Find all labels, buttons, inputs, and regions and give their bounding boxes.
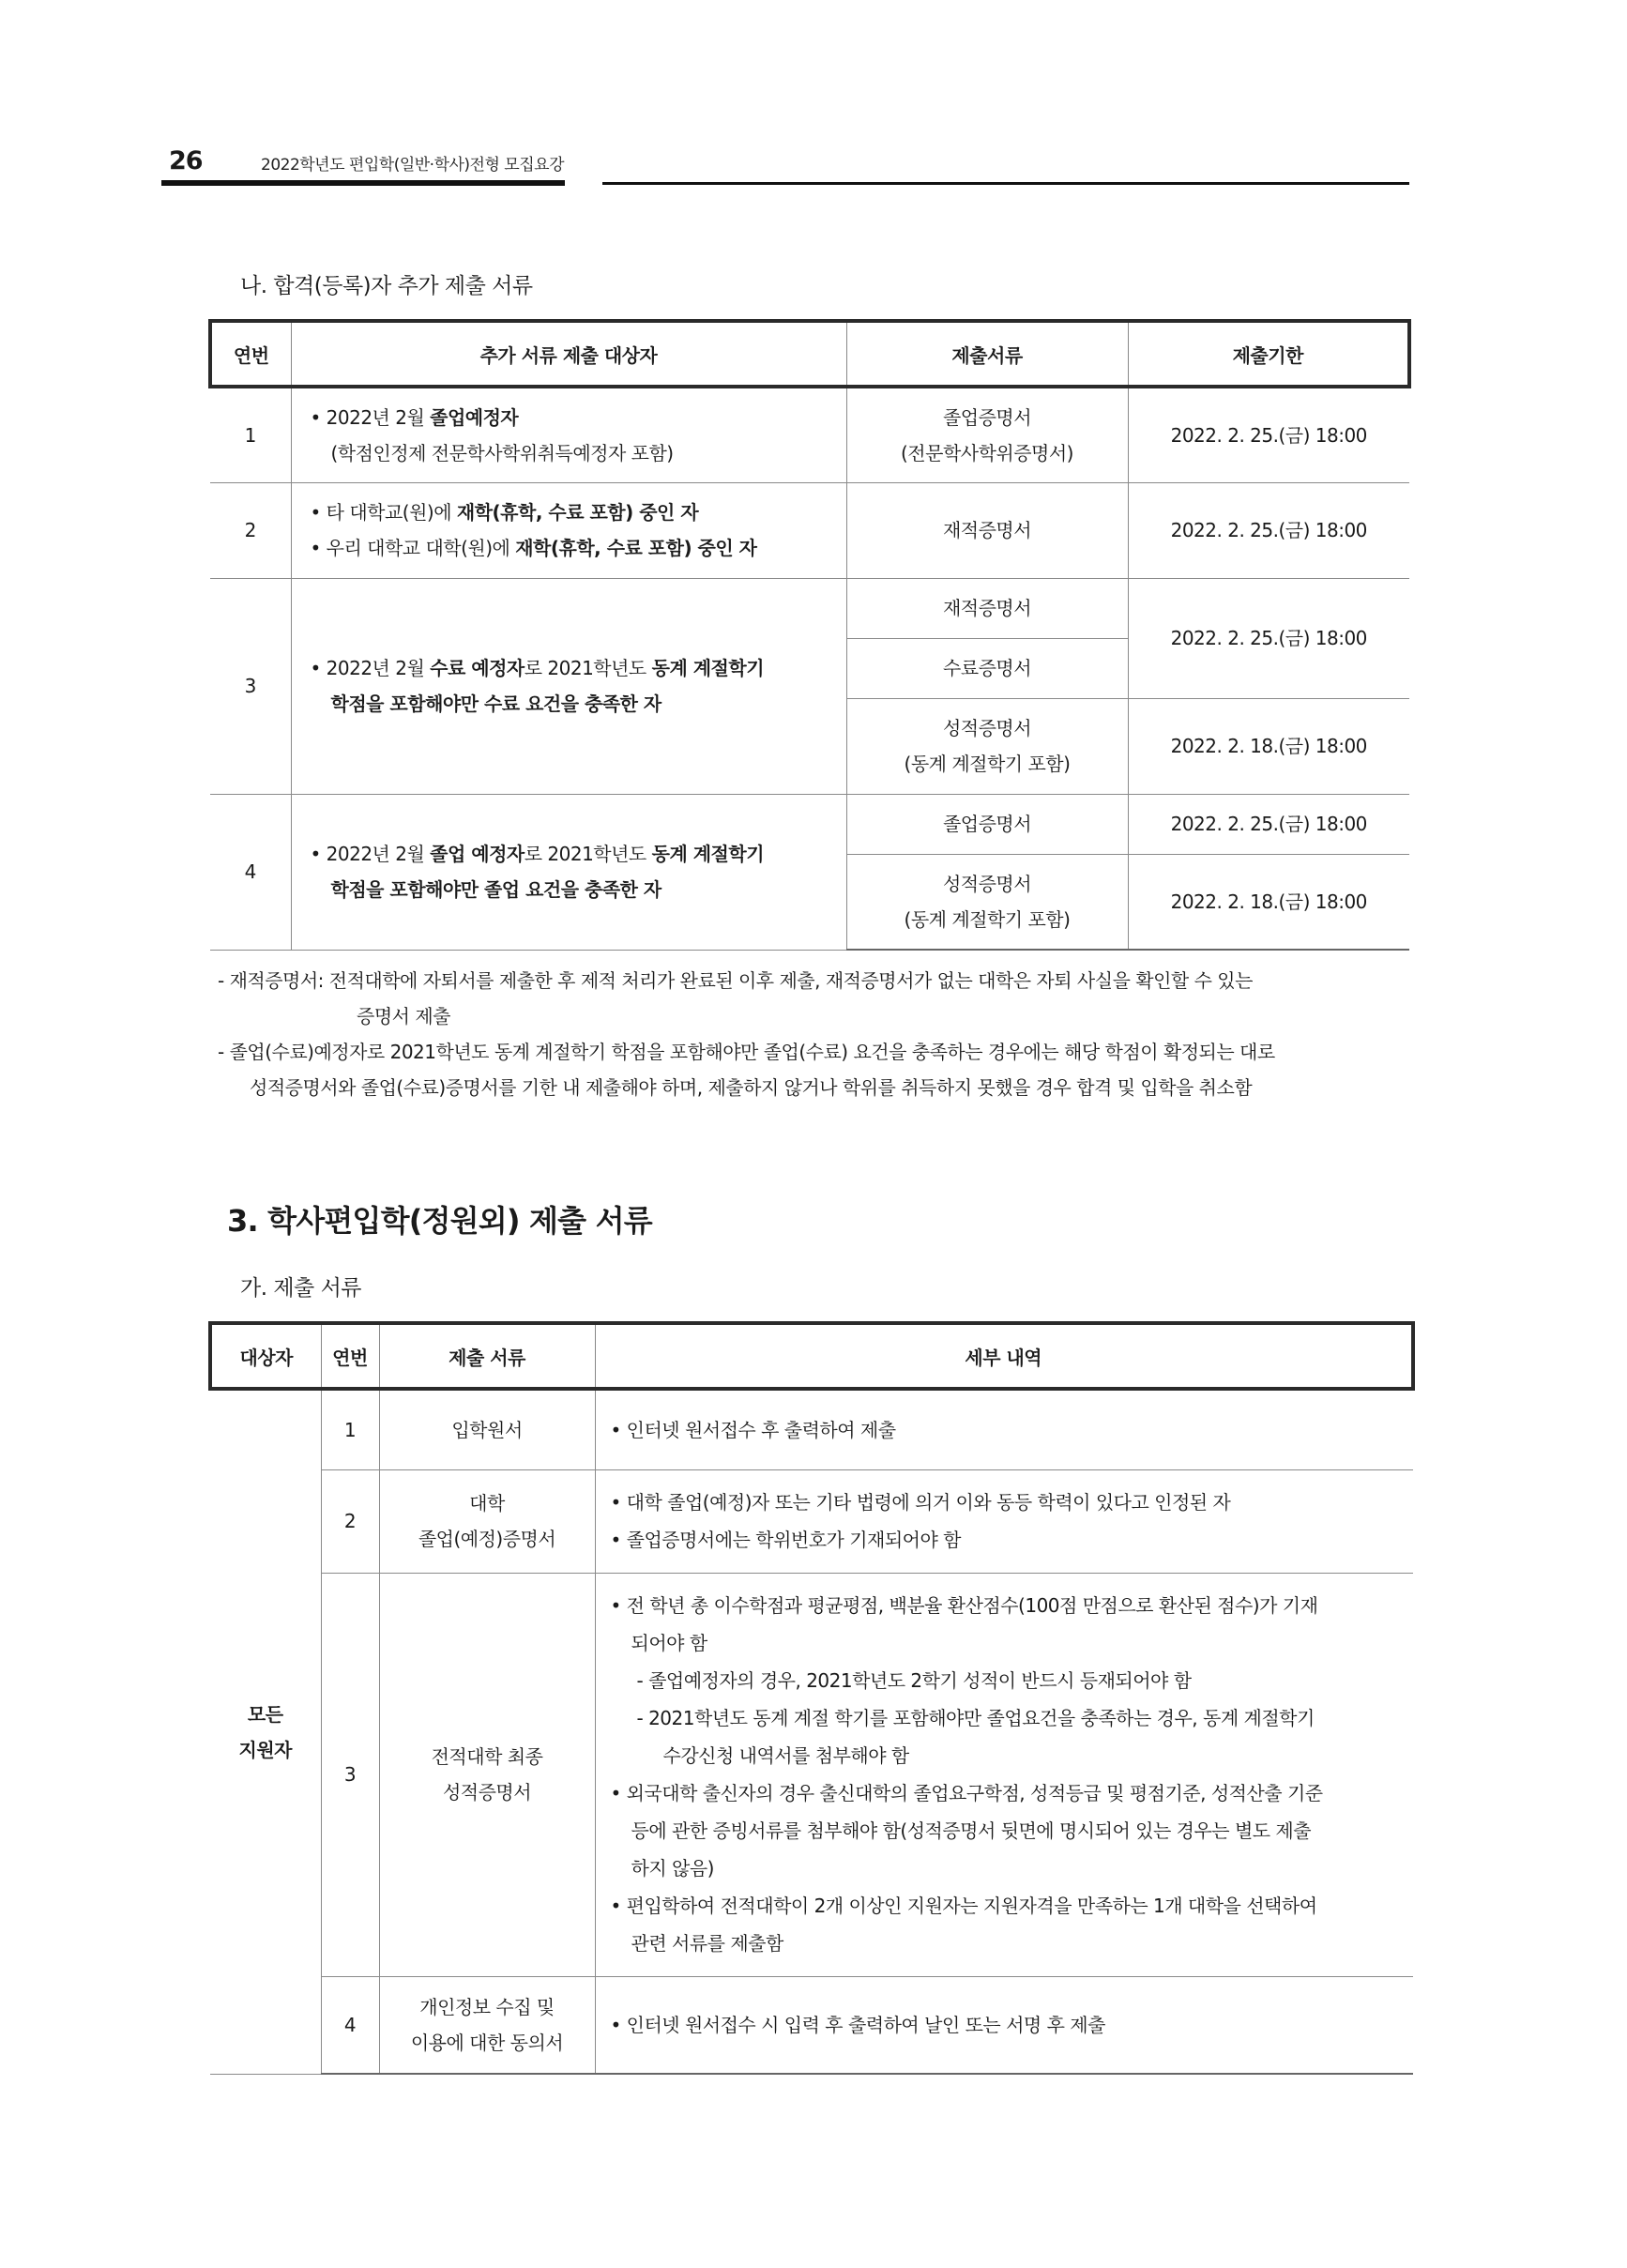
deadline-cell: 2022. 2. 25.(금) 18:00 <box>1128 482 1409 578</box>
note-line: - 재적증명서: 전적대학에 자퇴서를 제출한 후 제적 처리가 완료된 이후 제출, 재적증명서가 없는 대학은 자퇴 사실을 확인할 수 있는 <box>218 969 1253 992</box>
document-cell: 성적증명서 (동계 계절학기 포함) <box>846 698 1128 794</box>
detail-cell: • 대학 졸업(예정)자 또는 기타 법령에 의거 이와 동등 학력이 있다고 인정된 자 • 졸업증명서에는 학위번호가 기재되어야 함 <box>595 1469 1413 1573</box>
deadline-cell: 2022. 2. 25.(금) 18:00 <box>1128 387 1409 482</box>
note-line: - 졸업(수료)예정자로 2021학년도 동계 계절학기 학점을 포함해야만 졸업(수료) 요건을 충족하는 경우에는 해당 학점이 확정되는 대로 <box>218 1041 1275 1063</box>
target-cell: • 2022년 2월 졸업 예정자로 2021학년도 동계 계절학기 학점을 포함해야만 졸업 요건을 충족한 자 <box>291 794 846 950</box>
detail-cell: • 전 학년 총 이수학점과 평균평점, 백분율 환산점수(100점 만점으로 환산된 점수)가 기재 되어야 함 - 졸업예정자의 경우, 2021학년도 2학기 성적이 반드시 등재되어야 함 - 2021학년도 동계 계절 학기를 포함해야만 졸업요건을 충족하는 경우, 동계 계절학기 수강신청 내역서를 첨부해야 함 • 외국대학 출신자의 경우 출신대학의 졸업요구학점, 성적등급 및 평점기준, 성적산출 기준 등에 관한 증빙서류를 첨부해야 함(성적증명서 뒷면에 명시되어 있는 경우는 별도 제출 하지 않음) • 편입학하여 전적대학이 2개 이상인 지원자는 지원자격을 만족하는 1개 대학을 선택하여 관련 서류를 제출함 <box>595 1573 1413 1976</box>
page-header <box>161 143 1409 188</box>
subsection-title-na: 나. 합격(등록)자 추가 제출 서류 <box>240 274 533 298</box>
table-row <box>210 387 1409 482</box>
target-line: • 2022년 2월 졸업예정자 <box>310 405 519 429</box>
document-cell: 졸업증명서 (전문학사학위증명서) <box>846 387 1128 482</box>
note-line: 증명서 제출 <box>357 1005 450 1027</box>
column-header: 연번 <box>321 1323 379 1389</box>
table-row <box>210 578 1409 638</box>
row-number: 4 <box>210 794 291 950</box>
table-row <box>210 1976 1413 2074</box>
deadline-cell: 2022. 2. 18.(금) 18:00 <box>1128 698 1409 794</box>
document-cell: 성적증명서 (동계 계절학기 포함) <box>846 854 1128 950</box>
target-cell <box>291 387 846 482</box>
column-header: 제출서류 <box>846 321 1128 387</box>
target-cell: • 타 대학교(원)에 재학(휴학, 수료 포함) 중인 자 • 우리 대학교 대학(원)에 재학(휴학, 수료 포함) 중인 자 <box>291 482 846 578</box>
detail-cell: • 인터넷 원서접수 후 출력하여 제출 <box>595 1389 1413 1469</box>
document-cell: 재적증명서 <box>846 578 1128 638</box>
header-rule-thin <box>602 182 1409 185</box>
column-header: 세부 내역 <box>595 1323 1413 1389</box>
column-header: 추가 서류 제출 대상자 <box>291 321 846 387</box>
row-number: 2 <box>210 482 291 578</box>
row-number: 1 <box>210 387 291 482</box>
row-number: 1 <box>321 1389 379 1469</box>
table-row <box>210 1573 1413 1976</box>
table-header-row <box>210 321 1409 387</box>
submission-documents-table <box>208 1321 1415 2075</box>
additional-documents-table <box>208 319 1411 951</box>
table-row <box>210 1469 1413 1573</box>
header-title: 2022학년도 편입학(일반·학사)전형 모집요강 <box>261 156 564 175</box>
column-header: 제출 서류 <box>379 1323 595 1389</box>
target-cell: • 2022년 2월 수료 예정자로 2021학년도 동계 계절학기 학점을 포함해야만 수료 요건을 충족한 자 <box>291 578 846 794</box>
row-number: 4 <box>321 1976 379 2074</box>
document-cell: 재적증명서 <box>846 482 1128 578</box>
column-header: 연번 <box>210 321 291 387</box>
column-header: 대상자 <box>210 1323 321 1389</box>
table-row <box>210 1389 1413 1469</box>
row-number: 3 <box>210 578 291 794</box>
detail-cell: • 인터넷 원서접수 시 입력 후 출력하여 날인 또는 서명 후 제출 <box>595 1976 1413 2074</box>
note-line: 성적증명서와 졸업(수료)증명서를 기한 내 제출해야 하며, 제출하지 않거나 학위를 취득하지 못했을 경우 합격 및 입학을 취소함 <box>250 1076 1253 1099</box>
document-cell: 개인정보 수집 및 이용에 대한 동의서 <box>379 1976 595 2074</box>
table-row <box>210 482 1409 578</box>
row-number: 3 <box>321 1573 379 1976</box>
deadline-cell: 2022. 2. 25.(금) 18:00 <box>1128 578 1409 698</box>
document-cell: 입학원서 <box>379 1389 595 1469</box>
table-header-row <box>210 1323 1413 1389</box>
header-rule-thick <box>161 180 565 186</box>
deadline-cell: 2022. 2. 25.(금) 18:00 <box>1128 794 1409 854</box>
subsection-title-ga: 가. 제출 서류 <box>240 1276 362 1301</box>
target-line: (학점인정제 전문학사학위취득예정자 포함) <box>330 441 674 464</box>
notes <box>218 963 1419 1105</box>
target-cell: 모든 지원자 <box>210 1389 321 2074</box>
document-cell: 대학 졸업(예정)증명서 <box>379 1469 595 1573</box>
column-header: 제출기한 <box>1128 321 1409 387</box>
row-number: 2 <box>321 1469 379 1573</box>
page-number: 26 <box>169 146 203 175</box>
document-cell: 졸업증명서 <box>846 794 1128 854</box>
deadline-cell: 2022. 2. 18.(금) 18:00 <box>1128 854 1409 950</box>
document-cell: 전적대학 최종 성적증명서 <box>379 1573 595 1976</box>
table-row <box>210 794 1409 854</box>
document-cell: 수료증명서 <box>846 638 1128 698</box>
section-title: 3. 학사편입학(정원외) 제출 서류 <box>227 1203 652 1239</box>
